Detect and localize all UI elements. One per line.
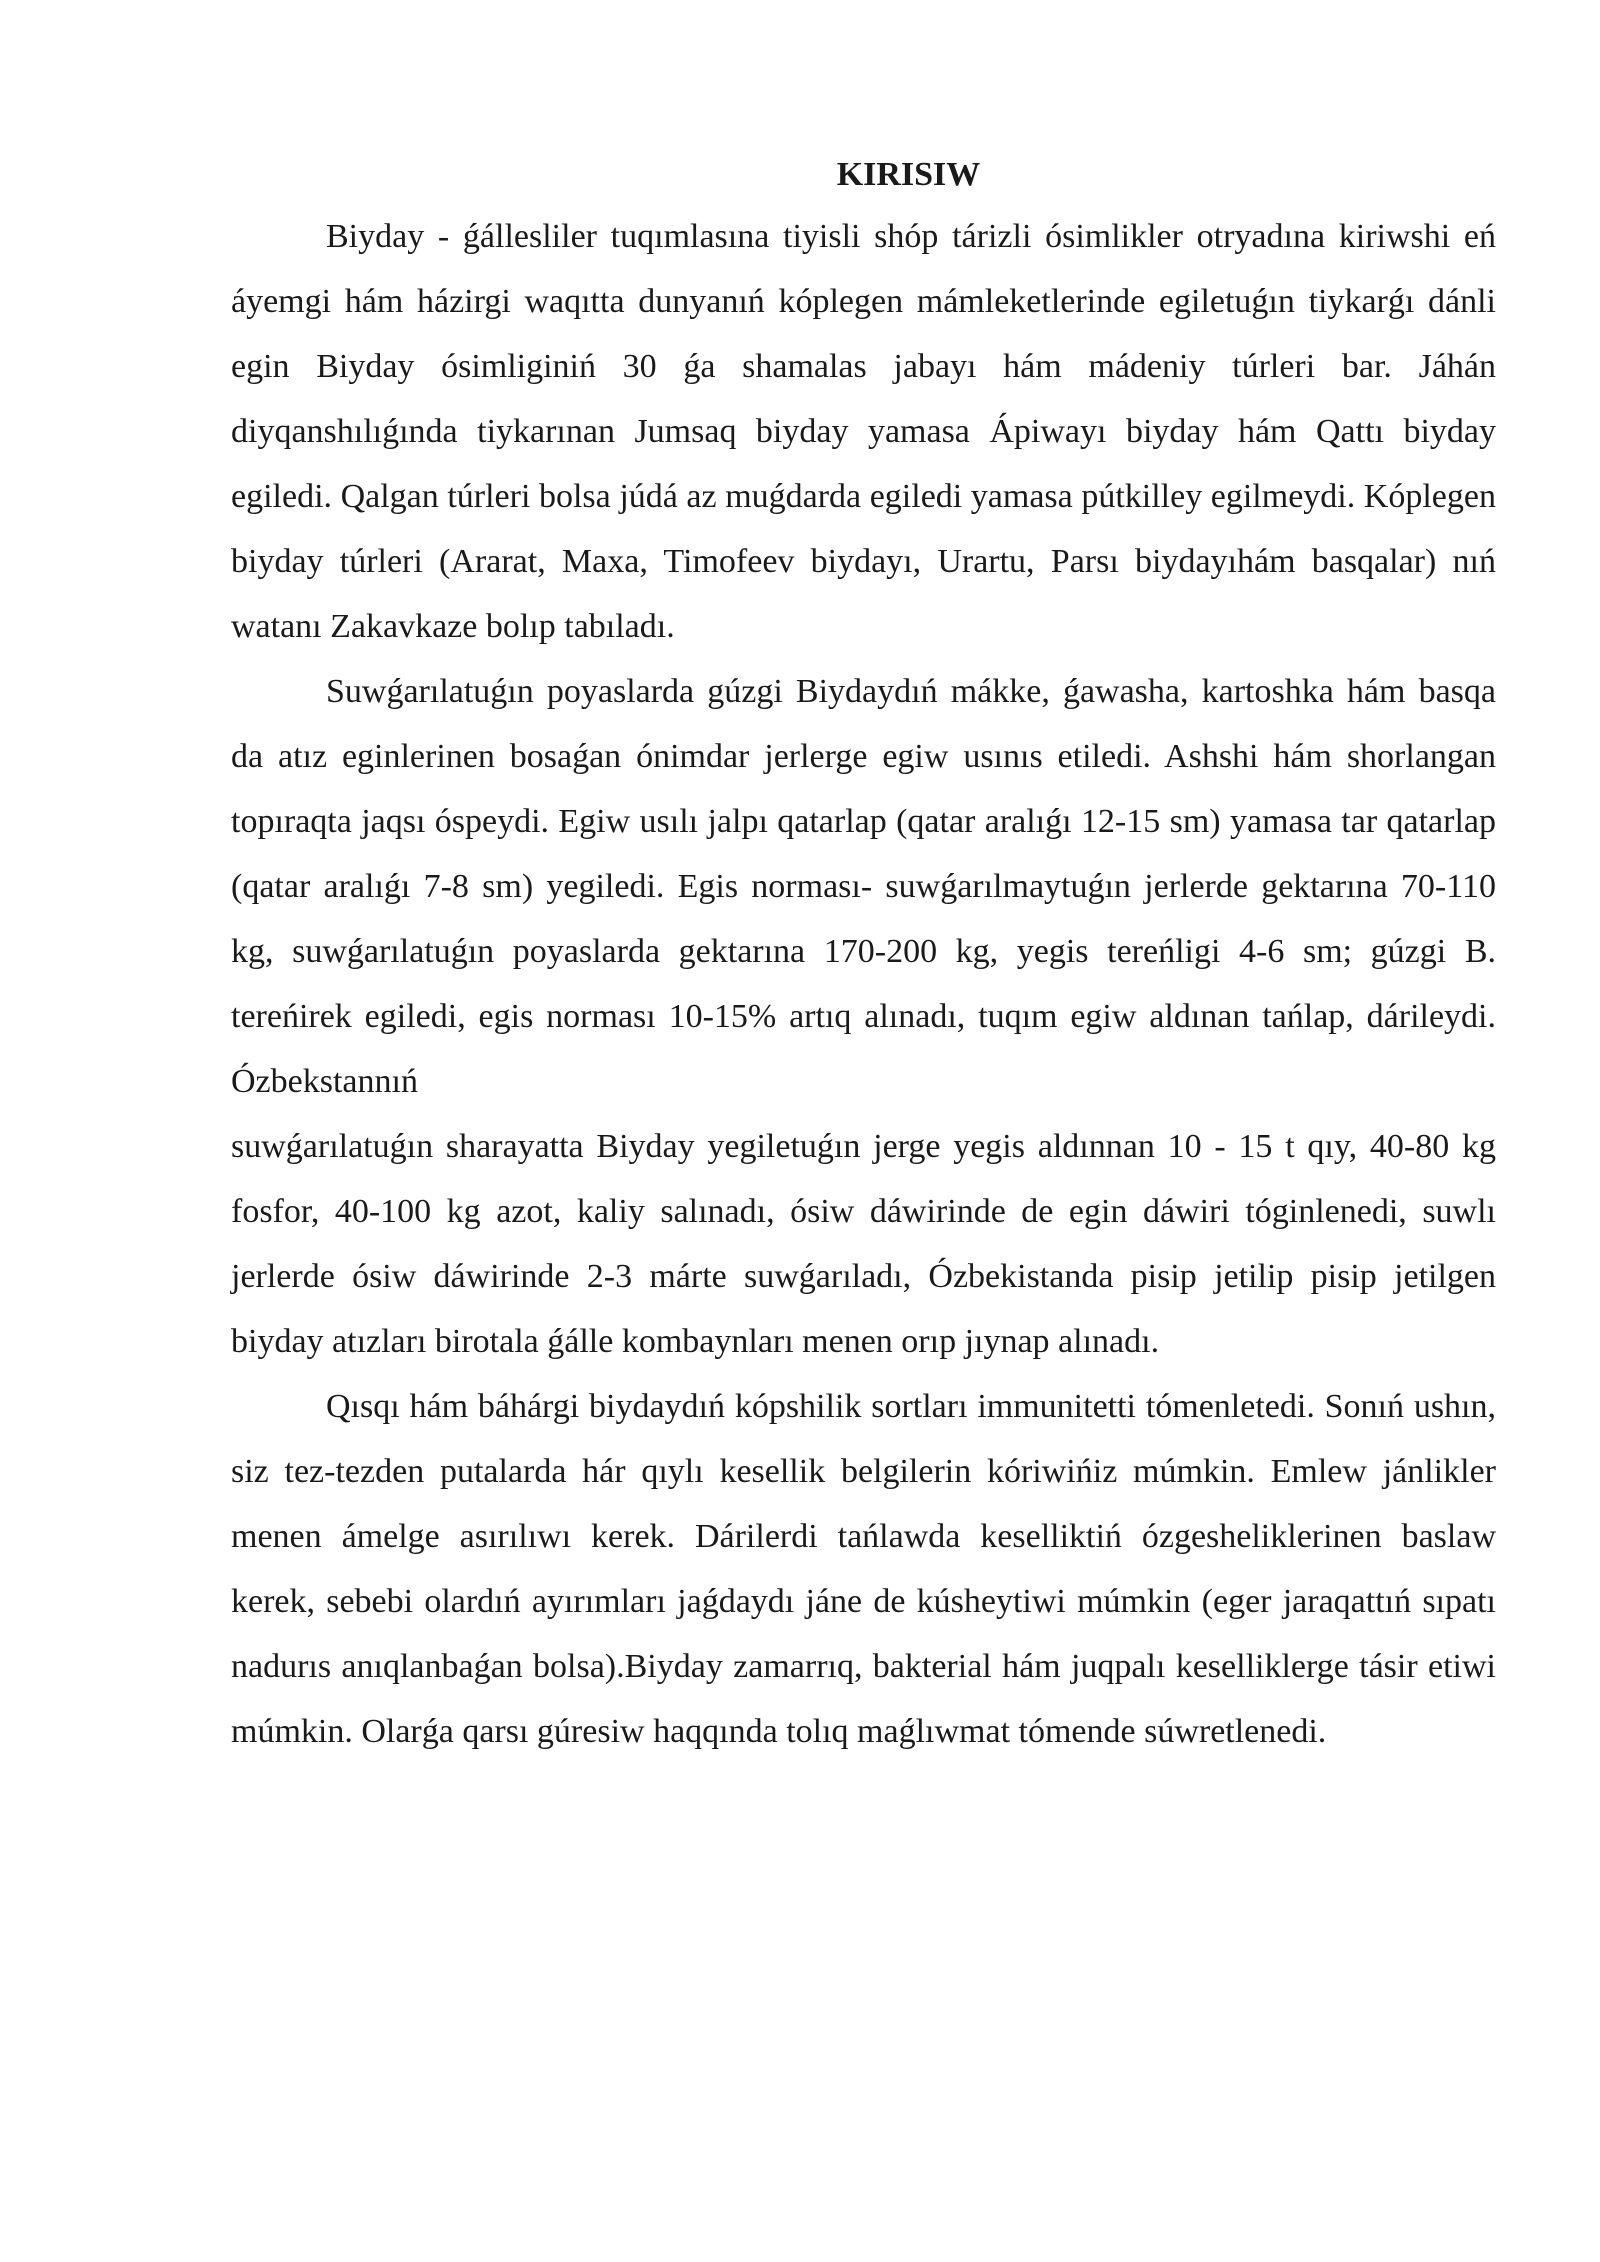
document-title: KIRISIW — [836, 156, 981, 193]
document-body — [231, 146, 1496, 1764]
paragraph-cultivation: Suwǵarılatuǵın poyaslarda gúzgi Biydaydıń mákke, ǵawasha, kartoshka hám basqa da atız eginlerinen bosaǵan ónimdar jerlerge egiw usınıs etiledi. Ashshi hám shorlangan topıraqta jaqsı óspeydi. Egiw usılı jalpı qatarlap (qatar aralıǵı 12-15 sm) yamasa tar qatarlap (qatar aralıǵı 7-8 sm) yegiledi. Egis norması- suwǵarılmaytuǵın jerlerde gektarına 70-110 kg, suwǵarılatuǵın poyaslarda gektarına 170-200 kg, yegis tereńligi 4-6 sm; gúzgi B. tereńirek egiledi, egis norması 10-15% artıq alınadı, tuqım egiw aldınan tańlap, dárileydi. Ózbekstannıń — [231, 673, 1496, 1100]
paragraph-intro: Biyday - ǵállesliler tuqımlasına tiyisli shóp tárizli ósimlikler otryadına kiriwshi eń áyemgi hám házirgi waqıtta dunyanıń kóplegen mámleketlerinde egiletuǵın tiykarǵı dánli egin Biyday ósimliginiń 30 ǵa shamalas jabayı hám mádeniy túrleri bar. Jáhán diyqanshılıǵında tiykarınan Jumsaq biyday yamasa Ápiwayı biyday hám Qattı biyday egiledi. Qalgan túrleri bolsa júdá az muǵdarda egiledi yamasa pútkilley egilmeydi. Kóplegen biyday túrleri (Ararat, Maxa, Timofeev biydayı, Urartu, Parsı biydayıhám basqalar) nıń watanı Zakavkaze bolıp tabıladı. — [231, 218, 1496, 645]
paragraph-fertilization: suwǵarılatuǵın sharayatta Biyday yegiletuǵın jerge yegis aldınnan 10 - 15 t qıy, 40-80 kg fosfor, 40-100 kg azot, kaliy salınadı, ósiw dáwirinde de egin dáwiri tóginlenedi, suwlı jerlerde ósiw dáwirinde 2-3 márte suwǵarıladı, Ózbekistanda pisip jetilip pisip jetilgen biyday atızları birotala ǵálle kombaynları menen orıp jıynap alınadı. — [231, 1128, 1496, 1360]
paragraph-diseases: Qısqı hám báhárgi biydaydıń kópshilik sortları immunitetti tómenletedi. Sonıń ushın, siz tez-tezden putalarda hár qıylı kesellik belgilerin kóriwińiz múmkin. Emlew jánlikler menen ámelge asırılıwı kerek. Dárilerdi tańlawda keselliktiń ózgesheliklerinen baslaw kerek, sebebi olardıń ayırımları jaǵdaydı jáne de kúsheytiwi múmkin (eger jaraqattıń sıpatı nadurıs anıqlanbaǵan bolsa).Biyday zamarrıq, bakterial hám juqpalı keselliklerge tásir etiwi múmkin. Olarǵa qarsı gúresiw haqqında tolıq maǵlıwmat tómende súwretlenedi. — [231, 1388, 1496, 1750]
